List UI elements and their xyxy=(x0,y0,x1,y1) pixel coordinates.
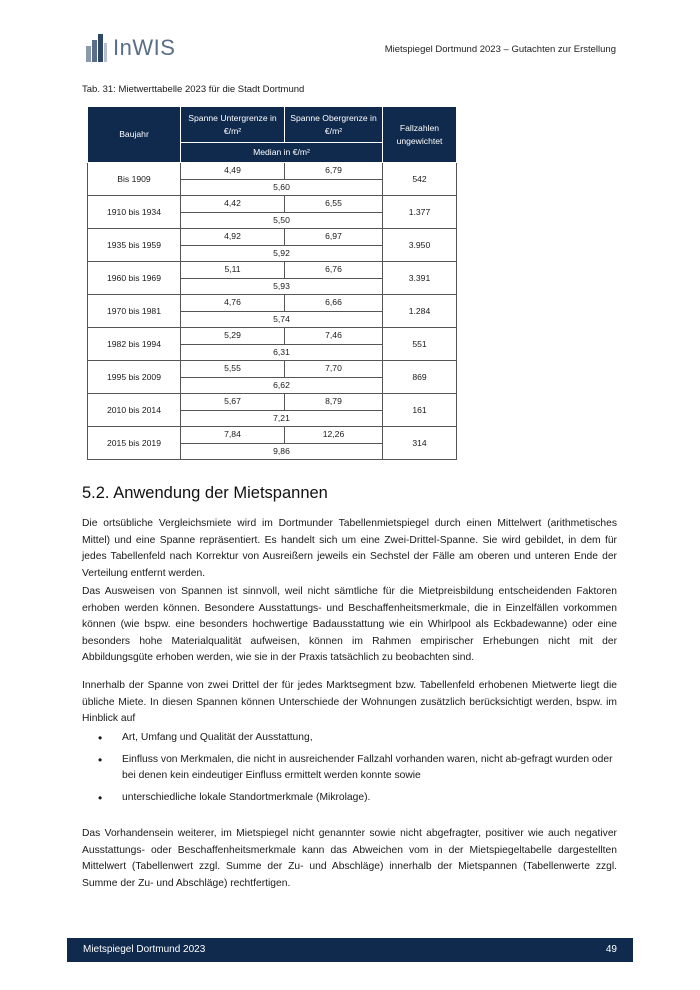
table-row xyxy=(88,394,457,411)
header-lower: Spanne Untergrenze in €/m² xyxy=(181,107,285,143)
cell-median: 9,86 xyxy=(181,443,383,460)
bullet-item: • unterschiedliche lokale Standortmerkmale (Mikrolage). xyxy=(98,790,618,807)
cell-count: 1.284 xyxy=(383,295,457,328)
cell-count: 551 xyxy=(383,328,457,361)
table-row xyxy=(88,328,457,345)
page-number: 49 xyxy=(605,944,617,955)
cell-lower: 4,49 xyxy=(181,163,285,180)
paragraph-1: Die ortsübliche Vergleichsmiete wird im Dortmunder Tabellenmietspiegel durch einen Mittelwert (arithmetisches Mittel) und eine Spanne repräsentiert. Es handelt sich um eine Zwei-Drittel-Spanne. Sie wird gebildet, in dem für jedes Tabellenfeld nach Korrektur von Ausreißern jeweils ein Sechstel der Fälle am oberen und unteren Ende der Verteilung entfernt werden. xyxy=(82,518,617,579)
cell-lower: 4,76 xyxy=(181,295,285,312)
table-row xyxy=(88,295,457,312)
cell-upper: 6,55 xyxy=(285,196,383,213)
cell-year: 1910 bis 1934 xyxy=(88,196,181,229)
cell-count: 1.377 xyxy=(383,196,457,229)
table-row xyxy=(88,229,457,246)
cell-median: 5,74 xyxy=(181,311,383,328)
cell-lower: 4,92 xyxy=(181,229,285,246)
cell-count: 3.950 xyxy=(383,229,457,262)
header-year: Baujahr xyxy=(88,107,181,163)
cell-year: 2015 bis 2019 xyxy=(88,427,181,460)
header-median: Median in €/m² xyxy=(181,143,383,163)
inwis-logo-icon xyxy=(86,34,108,62)
cell-year: 1982 bis 1994 xyxy=(88,328,181,361)
footer-bar xyxy=(67,938,633,962)
cell-lower: 7,84 xyxy=(181,427,285,444)
header-upper: Spanne Obergrenze in €/m² xyxy=(285,107,383,143)
cell-median: 5,50 xyxy=(181,212,383,229)
paragraph-2: Das Ausweisen von Spannen ist sinnvoll, weil nicht sämtliche für die Mietpreisbildung entscheidenden Faktoren erhoben werden können. Besondere Ausstattungs- und Beschaffenheitsmerkmale, die in Einzelfällen vorkommen können (wie bspw. eine besonders hochwertige Badausstattung wie ein Whirlpool als Eckbadewanne) oder eine besonders hohe Materialqualität aufweisen, können im Rahmen empirischer Erhebungen nicht mit der Abbildungsgüte erhoben werden, wie sie in der Praxis tatsächlich zu beobachten sind. xyxy=(82,586,617,663)
bullet-list xyxy=(98,730,618,811)
section-heading: 5.2. Anwendung der Mietspannen xyxy=(82,484,328,502)
cell-year: 1970 bis 1981 xyxy=(88,295,181,328)
cell-upper: 7,70 xyxy=(285,361,383,378)
table-row xyxy=(88,427,457,444)
cell-year: Bis 1909 xyxy=(88,163,181,196)
cell-count: 314 xyxy=(383,427,457,460)
cell-upper: 6,79 xyxy=(285,163,383,180)
cell-lower: 5,67 xyxy=(181,394,285,411)
cell-median: 6,62 xyxy=(181,377,383,394)
cell-median: 7,21 xyxy=(181,410,383,427)
header-title: Mietspiegel Dortmund 2023 – Gutachten zur Erstellung xyxy=(384,44,616,55)
table-caption: Tab. 31: Mietwerttabelle 2023 für die Stadt Dortmund xyxy=(82,84,305,95)
cell-count: 161 xyxy=(383,394,457,427)
cell-lower: 5,29 xyxy=(181,328,285,345)
bullet-item: • Einfluss von Merkmalen, die nicht in ausreichender Fallzahl vorhanden waren, nicht ab-gefragt wurden oder bei denen kein eindeutiger Einfluss ermittelt werden konnte sowie xyxy=(98,752,618,785)
cell-median: 5,93 xyxy=(181,278,383,295)
cell-count: 542 xyxy=(383,163,457,196)
table-row xyxy=(88,262,457,279)
table-row xyxy=(88,196,457,213)
cell-count: 3.391 xyxy=(383,262,457,295)
logo-text: InWIS xyxy=(113,35,176,60)
cell-median: 6,31 xyxy=(181,344,383,361)
cell-median: 5,60 xyxy=(181,179,383,196)
cell-lower: 5,11 xyxy=(181,262,285,279)
cell-upper: 8,79 xyxy=(285,394,383,411)
cell-year: 1960 bis 1969 xyxy=(88,262,181,295)
cell-count: 869 xyxy=(383,361,457,394)
cell-year: 1995 bis 2009 xyxy=(88,361,181,394)
cell-year: 1935 bis 1959 xyxy=(88,229,181,262)
cell-upper: 6,97 xyxy=(285,229,383,246)
rent-table xyxy=(87,106,457,460)
table-row xyxy=(88,361,457,378)
logo xyxy=(86,34,175,62)
footer-title: Mietspiegel Dortmund 2023 xyxy=(83,944,206,955)
table-row xyxy=(88,163,457,180)
paragraph-3: Innerhalb der Spanne von zwei Drittel der für jedes Marktsegment bzw. Tabellenfeld erhobenen Mietwerte liegt die übliche Miete. In diesen Spannen können Unterschiede der Wohnungen zusätzlich berücksichtigt werden, bspw. im Hinblick auf xyxy=(82,680,617,724)
cell-upper: 6,66 xyxy=(285,295,383,312)
cell-upper: 7,46 xyxy=(285,328,383,345)
paragraph-4: Das Vorhandensein weiterer, im Mietspiegel nicht genannter sowie nicht abgefragter, positiver wie auch negativer Ausstattungs- oder Beschaffenheitsmerkmale kann das Abweichen vom in der Mietspiegeltabelle dargestellten Mittelwert (Tabellenwert zzgl. Summe der Zu- und Abschläge) innerhalb der Mietspannen (Tabellenwerte zzgl. Summe der Zu- und Abschläge) rechtfertigen. xyxy=(82,828,617,889)
cell-lower: 5,55 xyxy=(181,361,285,378)
cell-upper: 12,26 xyxy=(285,427,383,444)
cell-median: 5,92 xyxy=(181,245,383,262)
cell-year: 2010 bis 2014 xyxy=(88,394,181,427)
cell-lower: 4,42 xyxy=(181,196,285,213)
header-count: Fallzahlen ungewichtet xyxy=(383,107,457,163)
bullet-item: • Art, Umfang und Qualität der Ausstattung, xyxy=(98,730,618,747)
cell-upper: 6,76 xyxy=(285,262,383,279)
